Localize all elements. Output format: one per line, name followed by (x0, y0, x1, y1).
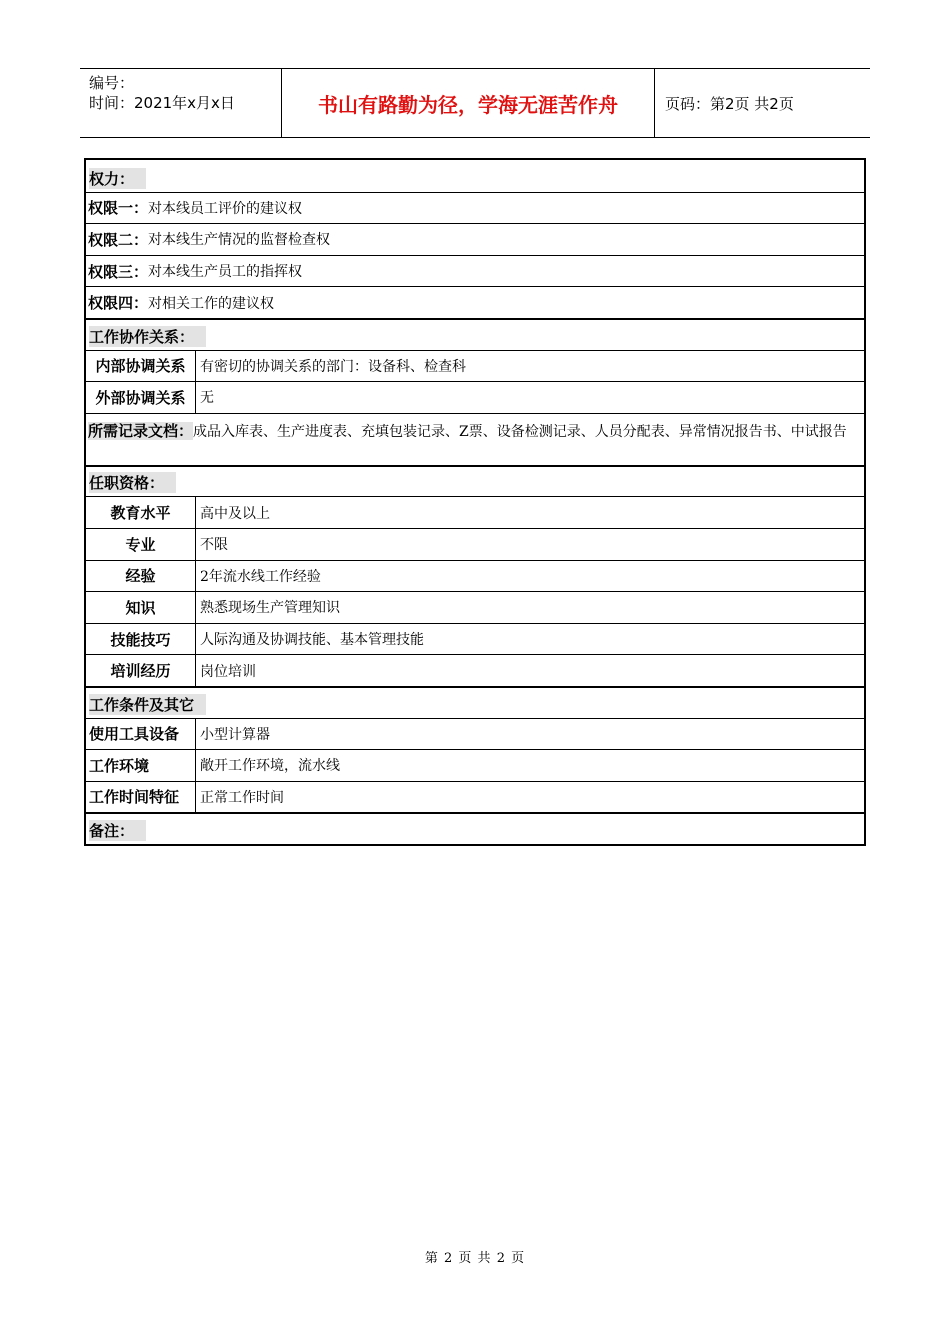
power-row (86, 223, 864, 255)
relations-title: 工作协作关系： (86, 320, 206, 350)
power-text: 对本线生产情况的监督检查权 (148, 232, 331, 249)
internal-relations-row (86, 350, 864, 382)
power-label: 权限二： (88, 230, 149, 249)
conditions-label: 工作时间特征 (86, 782, 196, 813)
external-relations-row (86, 381, 864, 413)
remarks-title: 备注： (86, 814, 146, 844)
power-label: 权限三： (88, 262, 149, 281)
qualification-row (86, 654, 864, 686)
power-label: 权限四： (88, 294, 149, 313)
qualification-row (86, 528, 864, 560)
document-header (80, 68, 870, 138)
qualification-value: 不限 (200, 537, 228, 554)
remarks-row (86, 812, 864, 844)
records-label: 所需记录文档： (88, 421, 194, 440)
conditions-label: 工作环境 (86, 750, 196, 781)
page-footer: 第 2 页 共 2 页 (424, 1251, 526, 1266)
qualification-label: 技能技巧 (86, 624, 196, 655)
job-description-table (84, 158, 866, 846)
conditions-value: 小型计算器 (200, 726, 270, 743)
qualification-label: 培训经历 (86, 655, 196, 686)
external-relations-value: 无 (200, 390, 214, 407)
header-motto: 书山有路勤为径，学海无涯苦作舟 (282, 69, 655, 137)
qualification-label: 专业 (86, 529, 196, 560)
header-page-info: 页码：第2页 共2页 (665, 94, 794, 113)
qualification-section-row (86, 465, 864, 497)
records-row (86, 413, 864, 465)
qualification-value: 人际沟通及协调技能、基本管理技能 (200, 632, 424, 649)
records-text: 成品入库表、生产进度表、充填包装记录、Z票、设备检测记录、人员分配表、异常情况报告书、中试报告 (193, 423, 847, 440)
power-row (86, 255, 864, 287)
number-label: 编号： (89, 74, 135, 92)
power-section-row (86, 160, 864, 192)
external-relations-label: 外部协调关系 (86, 382, 196, 413)
qualification-row (86, 496, 864, 528)
power-text: 对相关工作的建议权 (148, 295, 275, 312)
qualification-value: 岗位培训 (200, 663, 256, 680)
conditions-value: 正常工作时间 (200, 789, 284, 806)
header-meta (80, 69, 282, 137)
relations-section-row (86, 318, 864, 350)
conditions-row (86, 781, 864, 813)
qualification-label: 知识 (86, 592, 196, 623)
qualification-title: 任职资格： (86, 467, 176, 497)
conditions-row (86, 718, 864, 750)
qualification-value: 2年流水线工作经验 (200, 568, 321, 585)
power-row (86, 192, 864, 224)
qualification-row (86, 623, 864, 655)
qualification-value: 高中及以上 (200, 505, 270, 522)
conditions-row (86, 749, 864, 781)
internal-relations-label: 内部协调关系 (86, 351, 196, 382)
qualification-label: 经验 (86, 561, 196, 592)
conditions-label: 使用工具设备 (86, 719, 196, 750)
internal-relations-value: 有密切的协调关系的部门：设备科、检查科 (200, 358, 466, 375)
qualification-row (86, 591, 864, 623)
qualification-label: 教育水平 (86, 497, 196, 528)
conditions-title: 工作条件及其它 (86, 688, 206, 718)
power-text: 对本线生产员工的指挥权 (148, 264, 303, 281)
conditions-value: 敞开工作环境，流水线 (200, 758, 340, 775)
qualification-row (86, 560, 864, 592)
conditions-section-row (86, 686, 864, 718)
power-text: 对本线员工评价的建议权 (148, 200, 303, 217)
power-label: 权限一： (88, 199, 149, 218)
qualification-value: 熟悉现场生产管理知识 (200, 600, 340, 617)
time-label: 时间：2021年x月x日 (89, 94, 235, 112)
power-title: 权力： (86, 160, 146, 192)
power-row (86, 286, 864, 318)
